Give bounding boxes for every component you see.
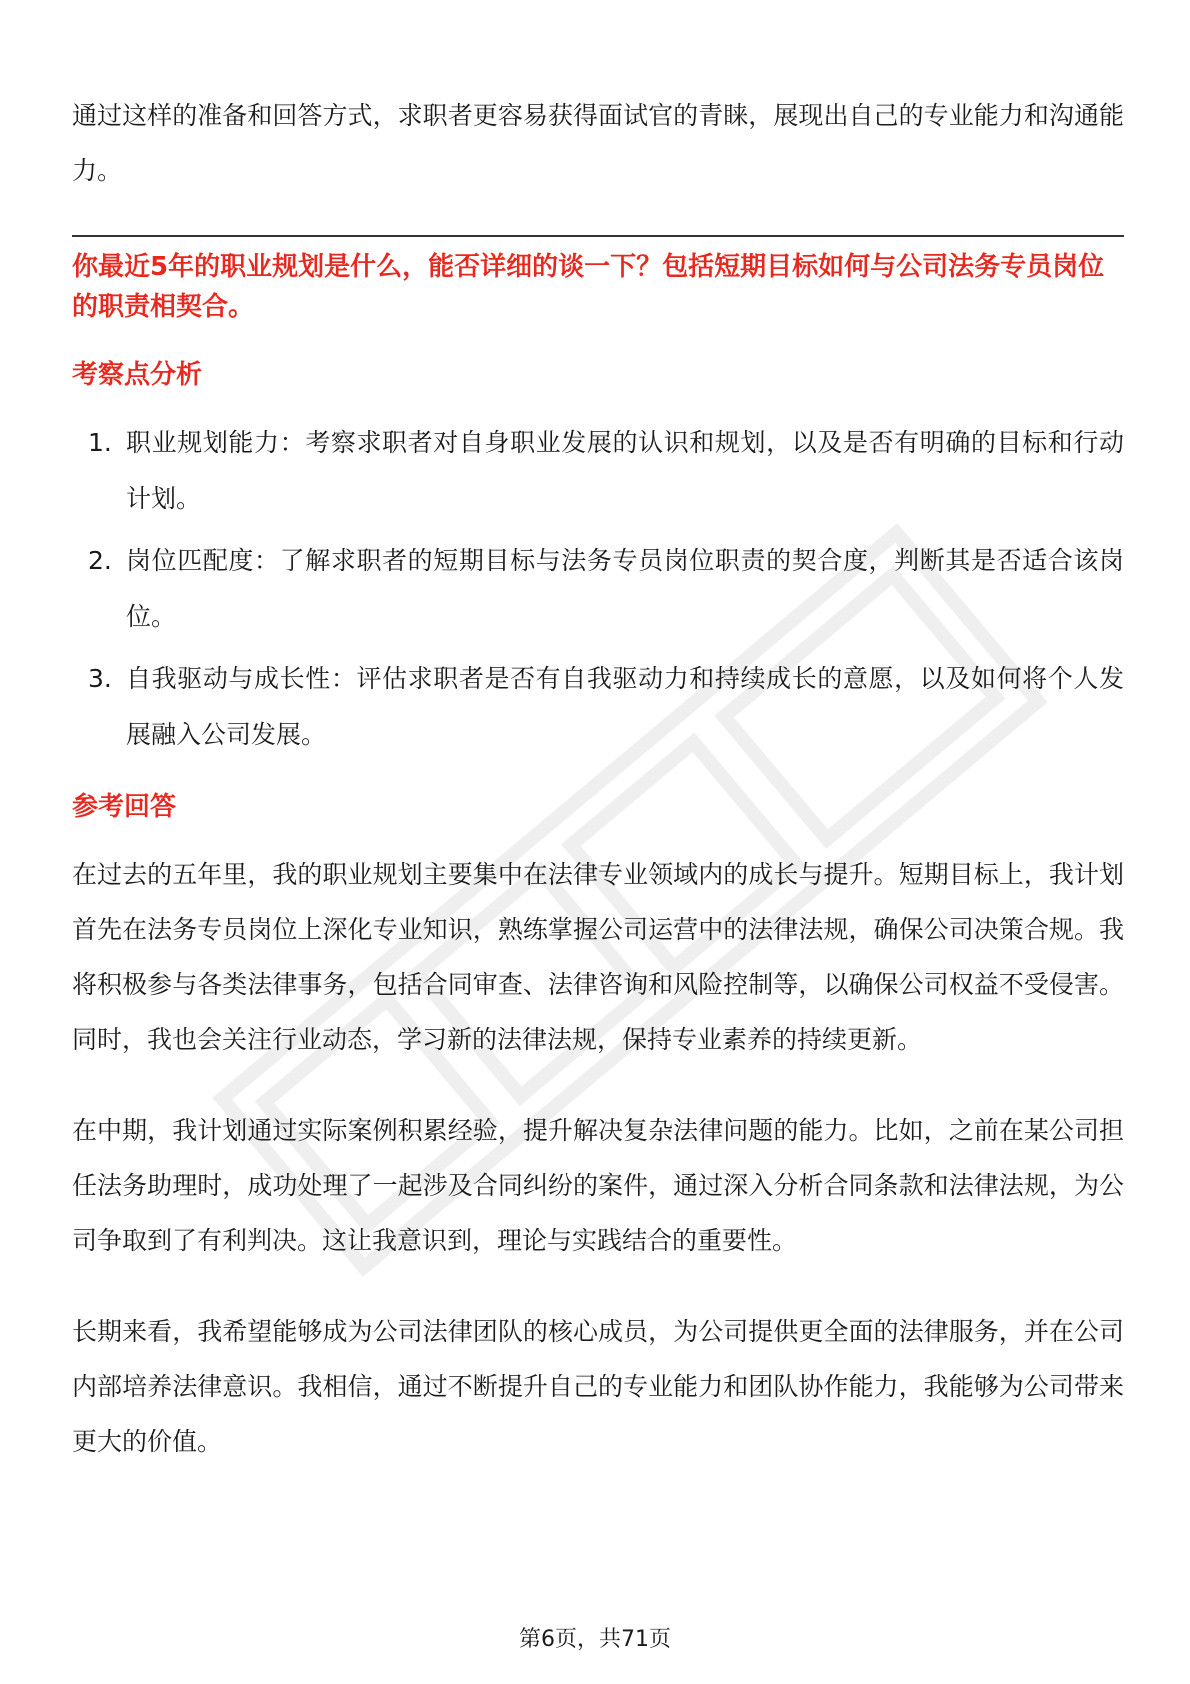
list-text: 职业规划能力：考察求职者对自身职业发展的认识和规划，以及是否有明确的目标和行动计划。 [126,428,1124,513]
list-number: 3. [88,664,112,693]
answer-paragraph: 在过去的五年里，我的职业规划主要集中在法律专业领域内的成长与提升。短期目标上，我计划首先在法务专员岗位上深化专业知识，熟练掌握公司运营中的法律法规，确保公司决策合规。我将积极参与各类法律事务，包括合同审查、法律咨询和风险控制等，以确保公司权益不受侵害。同时，我也会关注行业动态，学习新的法律法规，保持专业素养的持续更新。 [72,860,1124,1054]
intro-paragraph: 通过这样的准备和回答方式，求职者更容易获得面试官的青睐，展现出自己的专业能力和沟通能力。 [72,101,1124,185]
interview-question: 你最近5年的职业规划是什么，能否详细的谈一下？包括短期目标如何与公司法务专员岗位的职责相契合。 [72,252,1105,322]
list-text: 岗位匹配度：了解求职者的短期目标与法务专员岗位职责的契合度，判断其是否适合该岗位。 [126,546,1124,631]
list-item [72,415,1124,527]
list-text: 自我驱动与成长性：评估求职者是否有自我驱动力和持续成长的意愿，以及如何将个人发展融入公司发展。 [126,664,1124,749]
list-item [72,533,1124,645]
list-number: 2. [88,546,112,575]
answer-paragraph: 长期来看，我希望能够成为公司法律团队的核心成员，为公司提供更全面的法律服务，并在公司内部培养法律意识。我相信，通过不断提升自己的专业能力和团队协作能力，我能够为公司带来更大的价值。 [72,1317,1124,1456]
answer-heading: 参考回答 [72,792,177,822]
list-number: 1. [88,428,112,457]
section-divider [72,235,1124,237]
list-item [72,651,1124,763]
main-content [72,88,1124,1505]
page-number: 第6页，共71页 [519,1627,671,1652]
answer-paragraph: 在中期，我计划通过实际案例积累经验，提升解决复杂法律问题的能力。比如，之前在某公司担任法务助理时，成功处理了一起涉及合同纠纷的案件，通过深入分析合同条款和法律法规，为公司争取到了有利判决。这让我意识到，理论与实践结合的重要性。 [72,1116,1124,1255]
analysis-list [72,415,1124,763]
analysis-heading: 考察点分析 [72,360,203,390]
